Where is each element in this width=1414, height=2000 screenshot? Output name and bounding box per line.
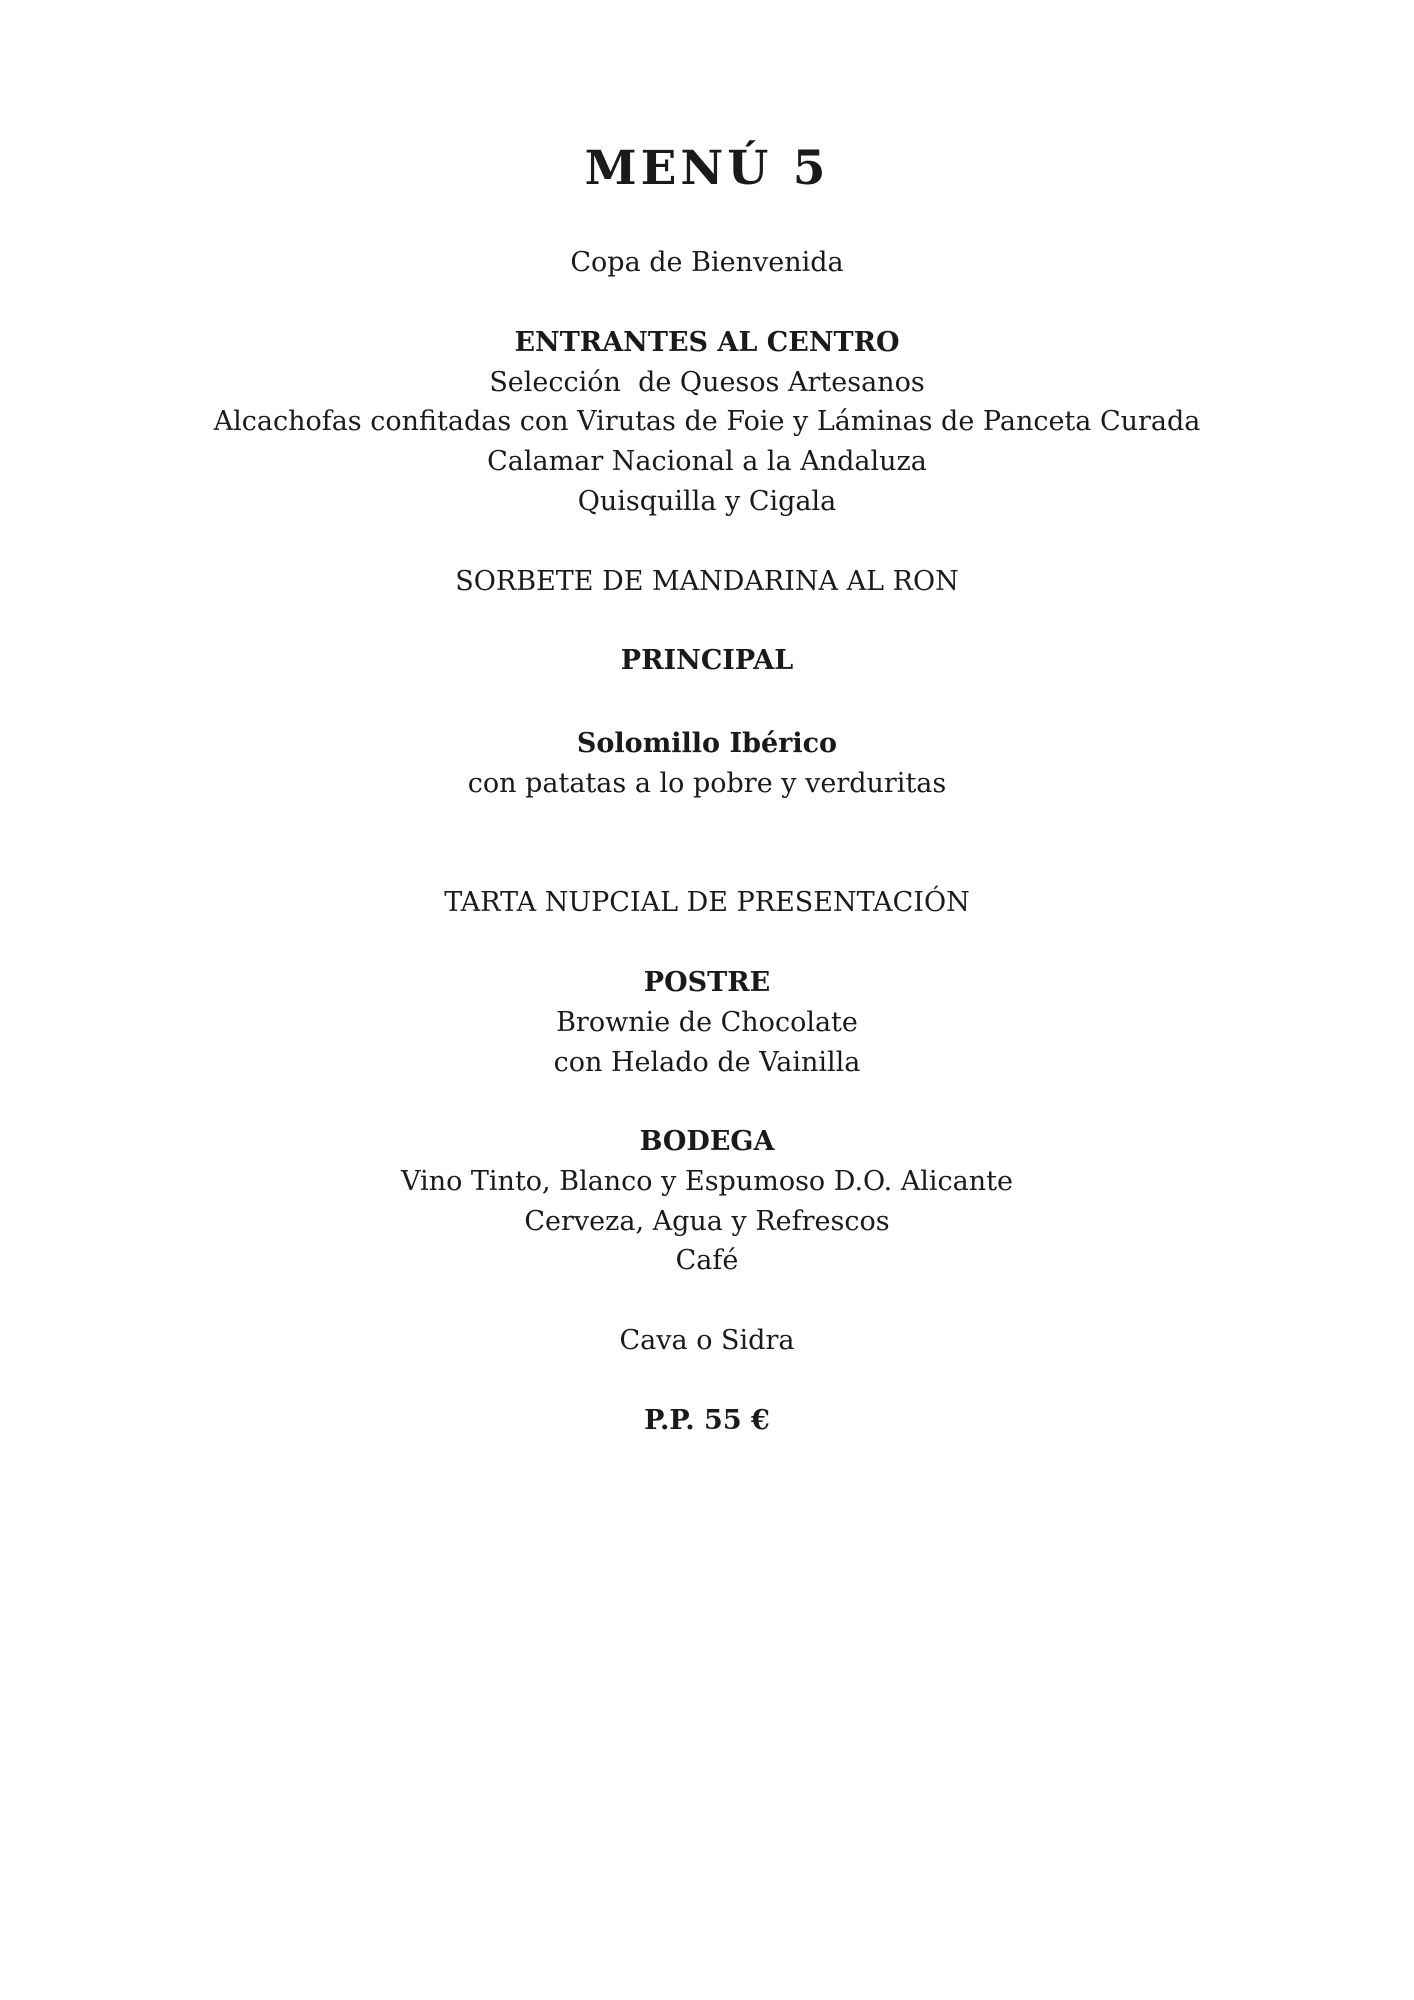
sorbet: SORBETE DE MANDARINA AL RON [455,566,959,597]
cellar-item: Cerveza, Agua y Refrescos [524,1206,890,1237]
dessert-heading: POSTRE [643,967,771,998]
cellar-heading: BODEGA [639,1126,775,1157]
menu-title: MENÚ 5 [584,141,830,196]
starter-item: Alcachofas confitadas con Virutas de Foie y Láminas de Panceta Curada [213,406,1201,437]
wedding-cake: TARTA NUPCIAL DE PRESENTACIÓN [444,887,970,918]
cellar-item: Vino Tinto, Blanco y Espumoso D.O. Alicante [401,1166,1013,1197]
starter-item: Calamar Nacional a la Andaluza [487,446,927,477]
welcome-drink: Copa de Bienvenida [570,247,844,278]
toast-drink: Cava o Sidra [619,1325,795,1356]
main-heading: PRINCIPAL [620,645,794,676]
starter-item: Quisquilla y Cigala [577,486,837,517]
dessert-item: con Helado de Vainilla [553,1047,861,1078]
price: P.P. 55 € [644,1405,770,1436]
starters-heading: ENTRANTES AL CENTRO [514,327,900,358]
cellar-item: Café [675,1245,739,1276]
dessert-item: Brownie de Chocolate [556,1007,858,1038]
main-dish: Solomillo Ibérico [576,728,838,759]
starter-item: Selección de Quesos Artesanos [489,367,925,398]
main-garnish: con patatas a lo pobre y verduritas [467,768,947,799]
